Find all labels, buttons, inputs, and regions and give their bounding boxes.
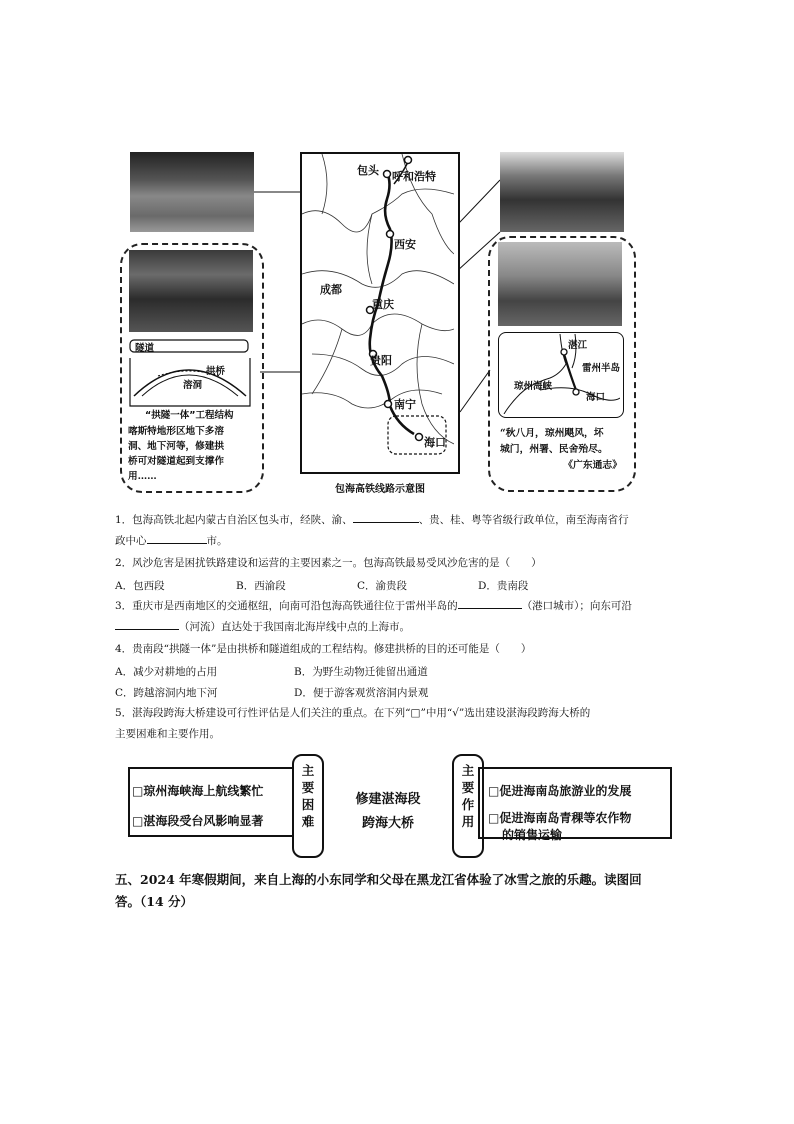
q4-option-d[interactable]: D．便于游客观赏溶洞内景观 (294, 687, 429, 699)
city-nanning: 南宁 (394, 398, 416, 411)
leizhou-label: 雷州半岛 (582, 363, 621, 374)
harbor-photo (498, 242, 622, 326)
q2-option-d[interactable]: D．贵南段 (478, 580, 529, 592)
quote-source: 《广东通志》 (563, 460, 622, 471)
q1-text-b: 、贵、桂、粤等省级行政单位，南至海南省行 (418, 514, 629, 526)
note-line: 用…… (128, 471, 157, 482)
q4-option-c[interactable]: C．跨越溶洞内地下河 (115, 687, 218, 699)
guangdong-quote (500, 426, 628, 474)
q3-blank-1[interactable] (458, 608, 522, 609)
bridge-photo (500, 152, 624, 232)
q3-blank-2[interactable] (115, 629, 179, 630)
question-4: 4．贵南段“拱隧一体”是由拱桥和隧道组成的工程结构。修建拱桥的目的还可能是（ ） (115, 643, 532, 655)
cave-label: 溶洞 (183, 380, 203, 391)
structure-caption: “拱隧一体”工程结构 (145, 410, 234, 421)
tunnel-label: 隧道 (135, 343, 155, 354)
q1-blank-1[interactable] (353, 522, 419, 523)
center-title: 修建湛海段 跨海大桥 (355, 792, 421, 831)
question-1-cont (115, 531, 228, 551)
question-5: 5．湛海段跨海大桥建设可行性评估是人们关注的重点。在下列“□”中用“√”选出建设湛海段跨海大桥的 (115, 707, 591, 719)
question-3-cont (115, 617, 410, 637)
city-baotou: 包头 (357, 164, 379, 177)
q2-option-b[interactable]: B．西渝段 (236, 580, 286, 592)
question-3 (115, 596, 632, 616)
q1-text-d: 市。 (206, 535, 228, 547)
question-5-cont: 主要困难和主要作用。 (115, 728, 220, 740)
q1-blank-2[interactable] (147, 543, 207, 544)
difficulties-label: 主 要 困 难 (292, 754, 324, 858)
haikou-small-label: 海口 (586, 392, 606, 403)
city-xian: 西安 (394, 238, 416, 251)
q1-text-c: 政中心 (115, 535, 147, 547)
note-line: 喀斯特地形区地下多溶 (128, 426, 224, 437)
question-2: 2．风沙危害是困扰铁路建设和运营的主要因素之一。包海高铁最易受风沙危害的是（ ） (115, 557, 542, 569)
q4-option-a[interactable]: A．减少对耕地的占用 (115, 666, 218, 678)
q3-text-c: （河流）直达处于我国南北海岸线中点的上海市。 (179, 621, 410, 633)
note-line: 洞、地下河等，修建拱 (128, 441, 224, 452)
question-1 (115, 510, 629, 530)
difficulty-option-1[interactable]: □琼州海峡海上航线繁忙 (132, 784, 264, 798)
city-haikou: 海口 (424, 436, 446, 449)
city-chengdu: 成都 (320, 283, 342, 296)
q2-option-a[interactable]: A．包西段 (115, 580, 165, 592)
map-caption: 包海高铁线路示意图 (335, 484, 425, 495)
note-line: 桥可对隧道起到支撑作 (128, 456, 224, 467)
effects-label: 主 要 作 用 (452, 754, 484, 858)
zhanjiang-label: 湛江 (568, 340, 588, 351)
quote-line: “秋八月，琼州飓风，坏 (500, 428, 604, 439)
q1-text-a: 1．包海高铁北起内蒙古自治区包头市，经陕、渝、 (115, 514, 353, 526)
q3-text-b: （港口城市）；向东可沿 (521, 600, 632, 612)
q4-option-b[interactable]: B．为野生动物迁徙留出通道 (294, 666, 428, 678)
section-5-heading-cont: 答。（14 分） (115, 894, 193, 909)
section-5-heading: 五、2024 年寒假期间，来自上海的小东同学和父母在黑龙江省体验了冰雪之旅的乐趣。读图回 (115, 872, 642, 887)
effect-option-2[interactable]: □促进海南岛青稞等农作物 (488, 811, 632, 825)
arch-label: 拱桥 (206, 366, 226, 377)
q2-option-c[interactable]: C．渝贵段 (357, 580, 408, 592)
difficulty-option-2[interactable]: □湛海段受台风影响显著 (132, 814, 264, 828)
city-guiyang: 贵阳 (370, 354, 392, 367)
city-chongqing: 重庆 (372, 298, 394, 311)
effect-option-1[interactable]: □促进海南岛旅游业的发展 (488, 784, 632, 798)
q3-text-a: 3．重庆市是西南地区的交通枢纽，向南可沿包海高铁通往位于雷州半岛的 (115, 600, 458, 612)
effect-option-2-cont: 的销售运输 (502, 828, 563, 842)
qiongzhou-label: 琼州海峡 (514, 381, 553, 392)
quote-line: 城门，州署、民舍殆尽。 (500, 444, 608, 455)
city-hohhot: 呼和浩特 (392, 170, 436, 183)
